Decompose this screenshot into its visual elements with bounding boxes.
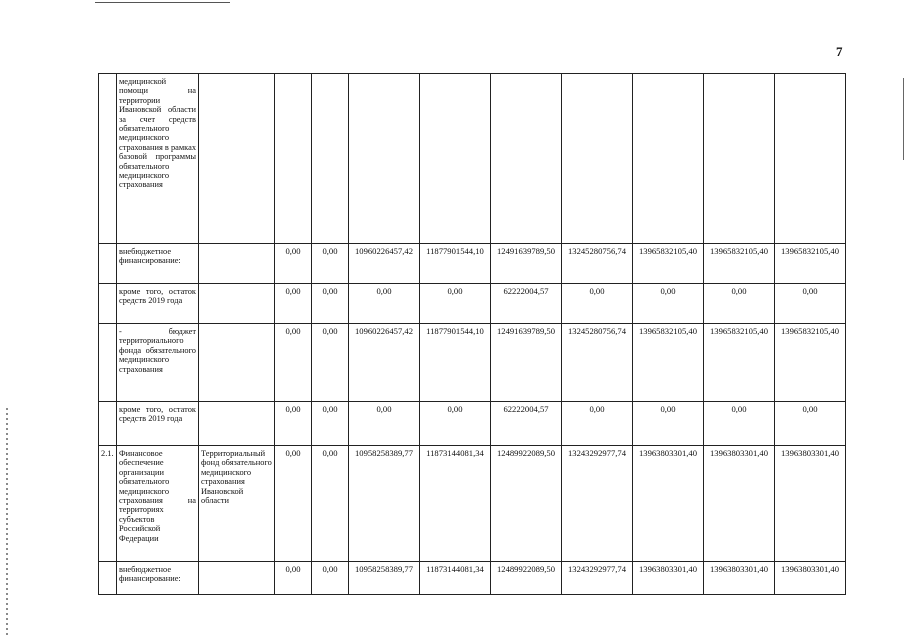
row-index-cell bbox=[99, 244, 117, 284]
value-cell: 13965832105,40 bbox=[633, 244, 704, 284]
value-cell: 10958258389,77 bbox=[349, 446, 420, 562]
value-cell: 0,00 bbox=[420, 402, 491, 446]
row-executor-cell bbox=[199, 244, 275, 284]
value-cell: 0,00 bbox=[312, 324, 349, 402]
value-cell: 13963803301,40 bbox=[704, 562, 775, 595]
value-cell: 0,00 bbox=[275, 446, 312, 562]
table-row bbox=[99, 402, 846, 446]
scan-edge-mark bbox=[903, 78, 904, 160]
row-executor-cell bbox=[199, 402, 275, 446]
value-cell: 13245280756,74 bbox=[562, 324, 633, 402]
row-index-cell bbox=[99, 324, 117, 402]
table-row bbox=[99, 244, 846, 284]
financing-table bbox=[98, 73, 846, 595]
row-description-cell: медицинской помощи на территории Ивановской области за счет средств обязательного медицинского страхования в рамках базовой программы обязательного медицинского страхования bbox=[117, 74, 199, 244]
row-description-cell: кроме того, остаток средств 2019 года bbox=[117, 402, 199, 446]
value-cell: 0,00 bbox=[633, 402, 704, 446]
value-cell: 0,00 bbox=[275, 284, 312, 324]
value-cell: 0,00 bbox=[775, 284, 846, 324]
table-row bbox=[99, 74, 846, 244]
value-cell: 13963803301,40 bbox=[633, 446, 704, 562]
value-cell bbox=[562, 74, 633, 244]
value-cell bbox=[312, 74, 349, 244]
header-rule bbox=[95, 2, 230, 3]
value-cell: 13965832105,40 bbox=[633, 324, 704, 402]
table-row bbox=[99, 284, 846, 324]
value-cell: 13243292977,74 bbox=[562, 446, 633, 562]
value-cell: 13245280756,74 bbox=[562, 244, 633, 284]
value-cell: 10958258389,77 bbox=[349, 562, 420, 595]
value-cell: 11873144081,34 bbox=[420, 562, 491, 595]
value-cell: 10960226457,42 bbox=[349, 324, 420, 402]
value-cell: 12491639789,50 bbox=[491, 324, 562, 402]
value-cell: 0,00 bbox=[349, 402, 420, 446]
value-cell: 0,00 bbox=[349, 284, 420, 324]
value-cell: 11873144081,34 bbox=[420, 446, 491, 562]
value-cell bbox=[491, 74, 562, 244]
row-description-cell: - бюджет территориального фонда обязательного медицинского страхования bbox=[117, 324, 199, 402]
row-executor-cell bbox=[199, 284, 275, 324]
value-cell: 0,00 bbox=[775, 402, 846, 446]
value-cell: 12489922089,50 bbox=[491, 446, 562, 562]
value-cell: 13243292977,74 bbox=[562, 562, 633, 595]
value-cell: 13965832105,40 bbox=[704, 244, 775, 284]
value-cell: 12489922089,50 bbox=[491, 562, 562, 595]
row-executor-cell bbox=[199, 324, 275, 402]
value-cell: 13963803301,40 bbox=[775, 446, 846, 562]
row-executor-cell: Территориальный фонд обязательного медицинского страхования Ивановской области bbox=[199, 446, 275, 562]
value-cell: 62222004,57 bbox=[491, 402, 562, 446]
value-cell: 13965832105,40 bbox=[704, 324, 775, 402]
value-cell: 0,00 bbox=[420, 284, 491, 324]
value-cell: 13963803301,40 bbox=[775, 562, 846, 595]
value-cell bbox=[633, 74, 704, 244]
value-cell: 0,00 bbox=[562, 402, 633, 446]
row-description-cell: Финансовое обеспечение организации обязательного медицинского страхования на территориях субъектов Российской Федерации bbox=[117, 446, 199, 562]
value-cell: 11877901544,10 bbox=[420, 244, 491, 284]
value-cell: 0,00 bbox=[312, 244, 349, 284]
row-description-cell: внебюджетное финансирование: bbox=[117, 244, 199, 284]
value-cell: 11877901544,10 bbox=[420, 324, 491, 402]
value-cell bbox=[704, 74, 775, 244]
value-cell: 10960226457,42 bbox=[349, 244, 420, 284]
value-cell: 0,00 bbox=[275, 244, 312, 284]
table-row bbox=[99, 324, 846, 402]
row-index-cell bbox=[99, 74, 117, 244]
value-cell: 0,00 bbox=[704, 402, 775, 446]
row-executor-cell bbox=[199, 74, 275, 244]
value-cell: 0,00 bbox=[633, 284, 704, 324]
value-cell: 13963803301,40 bbox=[633, 562, 704, 595]
page-number: 7 bbox=[836, 44, 843, 59]
value-cell: 13965832105,40 bbox=[775, 244, 846, 284]
value-cell: 0,00 bbox=[562, 284, 633, 324]
row-index-cell bbox=[99, 402, 117, 446]
binding-edge-mark bbox=[6, 408, 8, 636]
value-cell: 0,00 bbox=[275, 402, 312, 446]
value-cell bbox=[775, 74, 846, 244]
row-executor-cell bbox=[199, 562, 275, 595]
table-row bbox=[99, 446, 846, 562]
value-cell: 0,00 bbox=[312, 402, 349, 446]
value-cell: 62222004,57 bbox=[491, 284, 562, 324]
value-cell: 0,00 bbox=[312, 562, 349, 595]
row-index-cell: 2.1. bbox=[99, 446, 117, 562]
row-description-cell: кроме того, остаток средств 2019 года bbox=[117, 284, 199, 324]
row-index-cell bbox=[99, 562, 117, 595]
value-cell: 0,00 bbox=[275, 562, 312, 595]
value-cell: 0,00 bbox=[275, 324, 312, 402]
row-index-cell bbox=[99, 284, 117, 324]
value-cell: 0,00 bbox=[704, 284, 775, 324]
value-cell: 13965832105,40 bbox=[775, 324, 846, 402]
table-row bbox=[99, 562, 846, 595]
value-cell: 12491639789,50 bbox=[491, 244, 562, 284]
value-cell: 13963803301,40 bbox=[704, 446, 775, 562]
value-cell: 0,00 bbox=[312, 446, 349, 562]
value-cell: 0,00 bbox=[312, 284, 349, 324]
value-cell bbox=[275, 74, 312, 244]
value-cell bbox=[349, 74, 420, 244]
row-description-cell: внебюджетное финансирование: bbox=[117, 562, 199, 595]
value-cell bbox=[420, 74, 491, 244]
